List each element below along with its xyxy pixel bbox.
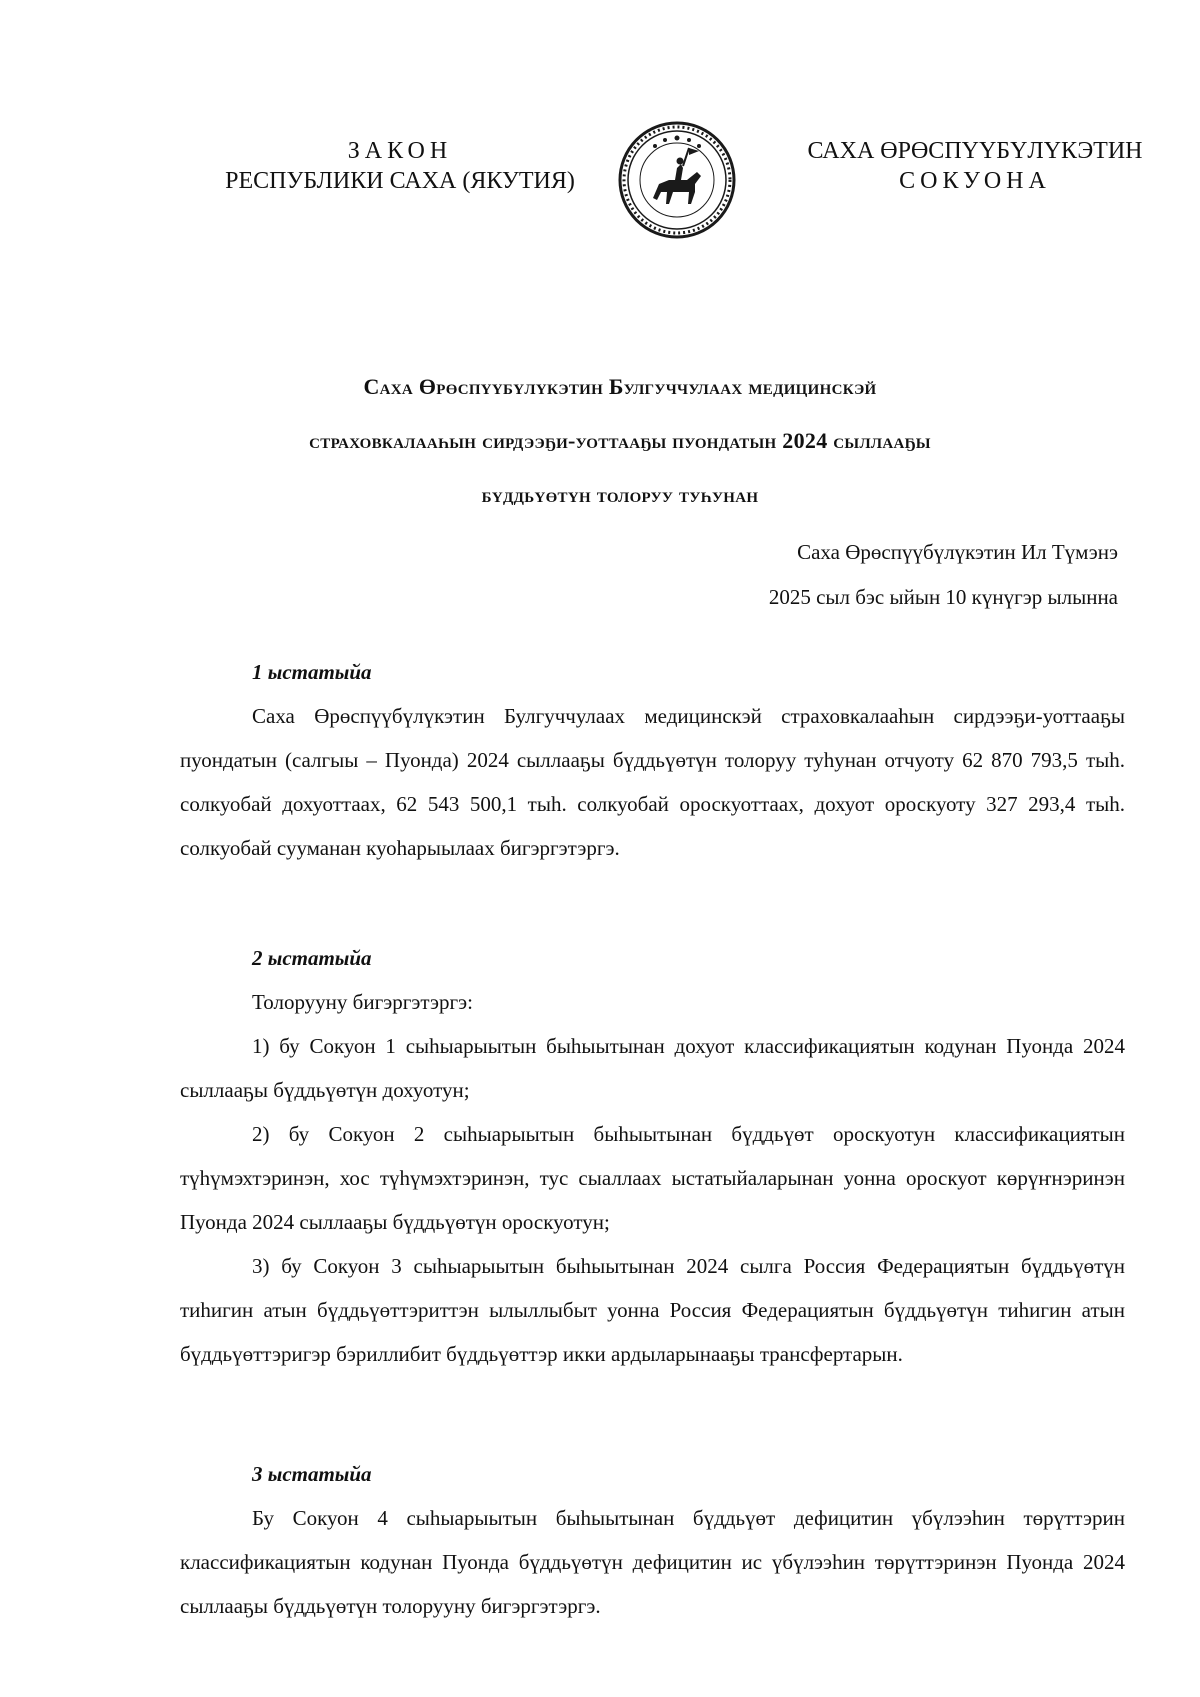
- sakha-coat-of-arms-icon: [617, 120, 737, 240]
- article-paragraph: Бу Сокуон 4 сыһыарыытын быһыытынан бүддьүөт дефицитин үбүлээһин төрүттэрин классификациятын кодунан Пуонда бүддьүөтүн дефицитин ис үбүлээһин төрүттэринэн Пуонда 2024 сыллааҕы бүддьүөтүн толорууну бигэргэтэргэ.: [180, 1506, 1125, 1618]
- header-republic-name-sakha: САХА ӨРӨСПҮҮБҮЛҮКЭТИН: [807, 138, 1143, 164]
- article-1: [180, 650, 1125, 870]
- adoption-date: 2025 сыл бэс ыйын 10 күнүгэр ылынна: [768, 585, 1118, 609]
- header-law-label: ЗАКОН: [347, 138, 453, 164]
- article-title: 2 ыстатыйа: [252, 946, 372, 970]
- article-title: 3 ыстатыйа: [252, 1462, 372, 1486]
- article-3: [180, 1452, 1125, 1628]
- header-law-label-sakha: СОКУОНА: [899, 168, 1051, 194]
- article-2: [180, 936, 1125, 1376]
- header-right: [770, 136, 1180, 196]
- title-line-1: Саха Өрөспүүбүлүкэтин Булгуччулаах медицинскэй: [363, 374, 877, 399]
- article-list-item: 2) бу Сокуон 2 сыһыарыытын быһыытынан бүддьүөт ороскуотун классификациятын түһүмэхтэринэн, хос түһүмэхтэринэн, тус сыаллаах ыстатыйаларынан уонна ороскуот көрүҥнэринэн Пуонда 2024 сыллааҕы бүддьүөтүн ороскуотун;: [180, 1122, 1125, 1234]
- document-title: [180, 360, 1060, 522]
- header-left: [200, 136, 600, 196]
- article-paragraph: Саха Өрөспүүбүлүкэтин Булгуччулаах медицинскэй страховкалааһын сирдээҕи-уоттааҕы пуондатын (салгыы – Пуонда) 2024 сыллааҕы бүддьүөтүн толоруу туһунан отчуоту 62 870 793,5 тыһ. солкуобай дохуоттаах, 62 543 500,1 тыһ. солкуобай ороскуоттаах, дохуот ороскуоту 327 293,4 тыһ. солкуобай сууманан куоһарыылаах бигэргэтэргэ.: [180, 704, 1125, 860]
- adopting-body: Саха Өрөспүүбүлүкэтин Ил Түмэнэ: [797, 540, 1118, 564]
- article-list-item: 1) бу Сокуон 1 сыһыарыытын быһыытынан дохуот классификациятын кодунан Пуонда 2024 сыллааҕы бүддьүөтүн дохуотун;: [180, 1034, 1125, 1102]
- header-republic-name: РЕСПУБЛИКИ САХА (ЯКУТИЯ): [225, 168, 575, 194]
- article-title: 1 ыстатыйа: [252, 660, 372, 684]
- adoption-block: [769, 530, 1118, 620]
- title-line-3: бүддьүөтүн толоруу туһунан: [481, 482, 759, 507]
- article-paragraph: Толорууну бигэргэтэргэ:: [252, 990, 474, 1014]
- title-line-2: страховкалааһын сирдээҕи-уоттааҕы пуондатын 2024 сыллааҕы: [309, 428, 931, 453]
- article-list-item: 3) бу Сокуон 3 сыһыарыытын быһыытынан 2024 сылга Россия Федерациятын бүддьүөтүн тиһигин атын бүддьүөттэриттэн ылыллыбыт уонна Россия Федерациятын бүддьүөтүн тиһигин атын бүддьүөттэригэр бэриллибит бүддьүөттэр икки ардыларынааҕы трансфертарын.: [180, 1254, 1125, 1366]
